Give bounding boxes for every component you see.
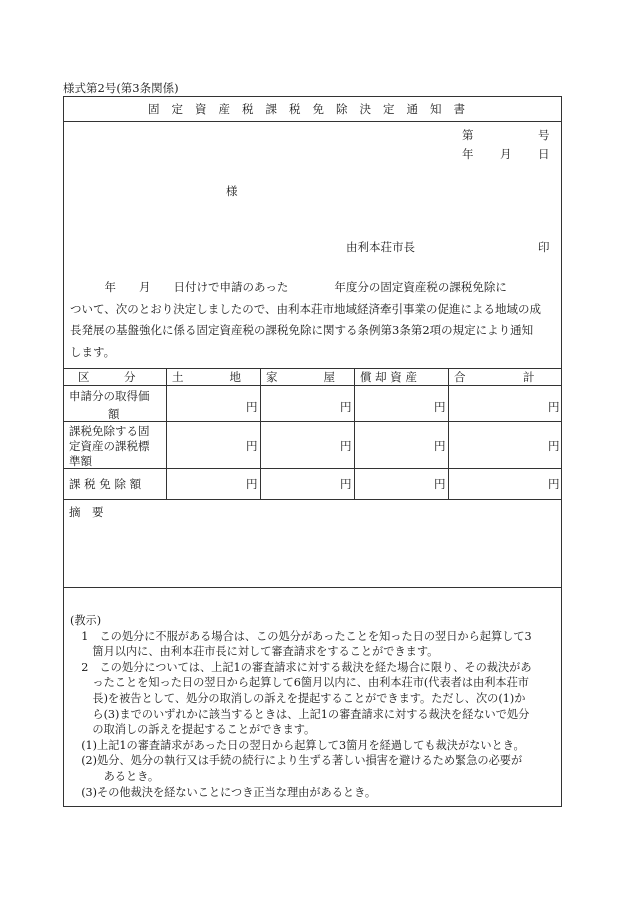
yen-unit: 円 [246,477,258,491]
notes-line: ったことを知った日の翌日から起算して6箇月以内に、由利本荘市(代表者は由利本荘市 [70,676,529,690]
date-day-label: 日 [538,147,550,161]
yen-unit: 円 [548,477,560,491]
yen-unit: 円 [548,400,560,414]
notice-form [63,96,562,807]
form-number-label: 様式第2号(第3条関係) [63,81,179,95]
body-line: ついて、次のとおり決定しましたので、由利本荘市地域経済牽引事業の促進による地域の成 [70,301,542,316]
row-label: 準額 [69,454,92,468]
table-bottom-border [64,499,561,500]
row-label: 申請分の取得価 [69,389,150,403]
yen-unit: 円 [434,439,446,453]
notes-line: 1 この処分に不服がある場合は、この処分があったことを知った日の翌日から起算して3 [70,629,532,643]
notes-line: (教示) [70,614,102,627]
appeal-instructions [70,613,532,800]
divider [64,121,561,122]
notes-line: 長)を被告として、処分の取消しの訴えを提起することができます。ただし、次の(1)か [70,691,526,705]
notes-line: 2 この処分については、上記1の審査請求に対する裁決を経た場合に限り、その裁決があ [70,660,532,674]
notes-line: 箇月以内に、由利本荘市長に対して審査請求をすることができます。 [70,645,439,659]
row-label: 額 [108,407,120,421]
notes-line: ら(3)までのいずれかに該当するときは、上記1の審査請求に対する裁決を経ないで処分 [70,707,530,721]
column-divider [354,368,355,499]
notes-line: あるとき。 [70,769,160,783]
document-number-label: 第 [462,128,474,142]
table-row-border [64,421,561,422]
yen-unit: 円 [340,439,352,453]
row-label: 課税免除する固 [69,424,150,438]
issuer-name: 由利本荘市長 [346,240,415,254]
remarks-label: 摘 要 [69,505,104,519]
yen-unit: 円 [246,439,258,453]
header-depreciable-assets: 償 却 資 産 [360,370,417,384]
row-label: 定資産の課税標 [69,439,150,453]
header-land: 土 地 [172,370,241,384]
header-total: 合 計 [454,370,535,384]
addressee-suffix: 様 [226,184,238,198]
yen-unit: 円 [340,400,352,414]
header-house: 家 屋 [266,370,335,384]
table-row-border [64,468,561,469]
notes-line: の取消しの訴えを提起することができます。 [70,723,316,737]
date-year-label: 年 [462,147,474,161]
remarks-bottom-border [64,587,561,588]
column-divider [260,368,261,499]
body-line: 長発展の基盤強化に係る固定資産税の課税免除に関する条例第3条第2項の規定により通知 [70,323,534,337]
yen-unit: 円 [434,477,446,491]
body-line: します。 [70,344,116,359]
notes-line: (1)上記1の審査請求があった日の翌日から起算して3箇月を経過しても裁決がないとき。 [70,738,525,752]
table-header-border [64,385,561,386]
date-month-label: 月 [500,147,512,161]
yen-unit: 円 [246,400,258,414]
notes-line: (2)処分、処分の執行又は手続の続行により生ずる著しい損害を避けるため緊急の必要が [70,754,523,768]
body-line: 年 月 日付けで申請のあった 年度分の固定資産税の課税免除に [70,280,507,294]
notes-line: (3)その他裁決を経ないことにつき正当な理由があるとき。 [70,785,377,799]
column-divider [448,368,449,499]
header-category: 区 分 [78,370,136,384]
row-label: 課 税 免 除 額 [69,477,142,491]
page-title: 固定資産税課税免除決定通知書 [148,102,477,116]
yen-unit: 円 [340,477,352,491]
notice-body [70,277,555,363]
yen-unit: 円 [548,439,560,453]
seal-mark: 印 [538,240,550,254]
document-number-suffix: 号 [538,128,550,142]
yen-unit: 円 [434,400,446,414]
column-divider [166,368,167,499]
